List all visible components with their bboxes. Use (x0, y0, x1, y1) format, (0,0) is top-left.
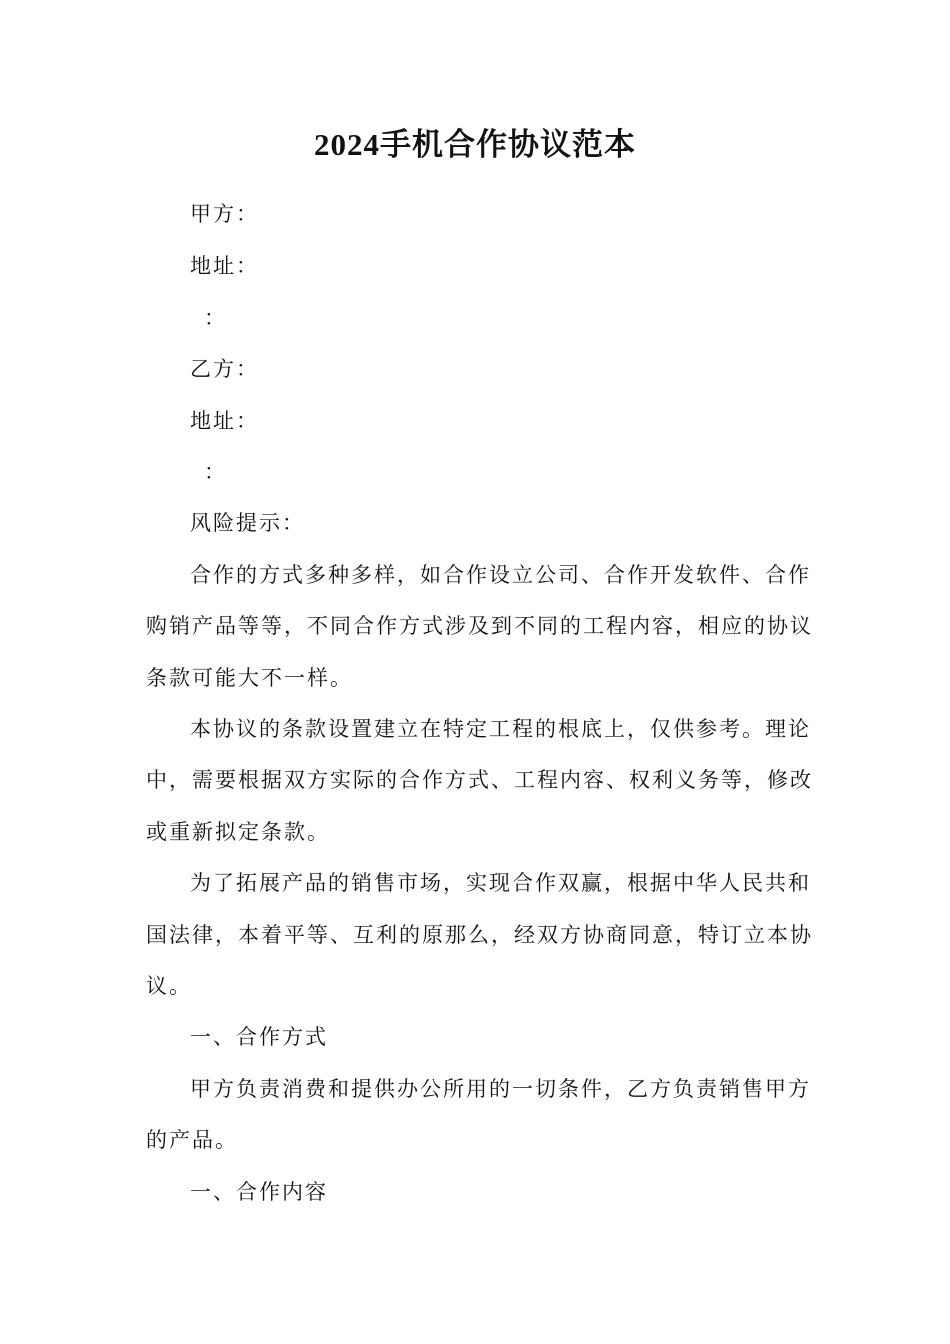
paragraph-1-line-1: 合作的方式多种多样，如合作设立公司、合作开发软件、合作 (190, 563, 811, 587)
paragraph-2-line-3: 或重新拟定条款。 (146, 820, 330, 844)
party-b-label: 乙方： (190, 357, 259, 381)
party-a-extra-label: ： (204, 306, 227, 330)
paragraph-2-line-1: 本协议的条款设置建立在特定工程的根底上，仅供参考。理论 (190, 717, 811, 741)
section-1-body-line-1: 甲方负责消费和提供办公所用的一切条件，乙方负责销售甲方 (190, 1077, 811, 1101)
paragraph-2-line-2: 中，需要根据双方实际的合作方式、工程内容、权利义务等，修改 (146, 768, 813, 792)
paragraph-3-line-1: 为了拓展产品的销售市场，实现合作双赢，根据中华人民共和 (190, 871, 811, 895)
party-b-address-label: 地址： (190, 409, 259, 433)
section-2-heading: 一、合作内容 (190, 1180, 328, 1204)
risk-heading: 风险提示： (190, 511, 305, 535)
section-1-body-line-2: 的产品。 (146, 1128, 238, 1152)
paragraph-1-line-2: 购销产品等等，不同合作方式涉及到不同的工程内容，相应的协议 (146, 614, 813, 638)
party-a-address-label: 地址： (190, 254, 259, 278)
section-1-heading: 一、合作方式 (190, 1025, 328, 1049)
party-a-label: 甲方： (190, 202, 259, 226)
paragraph-3-line-2: 国法律，本着平等、互利的原那么，经双方协商同意，特订立本协 (146, 923, 813, 947)
paragraph-1-line-3: 条款可能大不一样。 (146, 666, 353, 690)
document-title: 2024手机合作协议范本 (314, 127, 636, 162)
party-b-extra-label: ： (204, 460, 227, 484)
paragraph-3-line-3: 议。 (146, 974, 192, 998)
